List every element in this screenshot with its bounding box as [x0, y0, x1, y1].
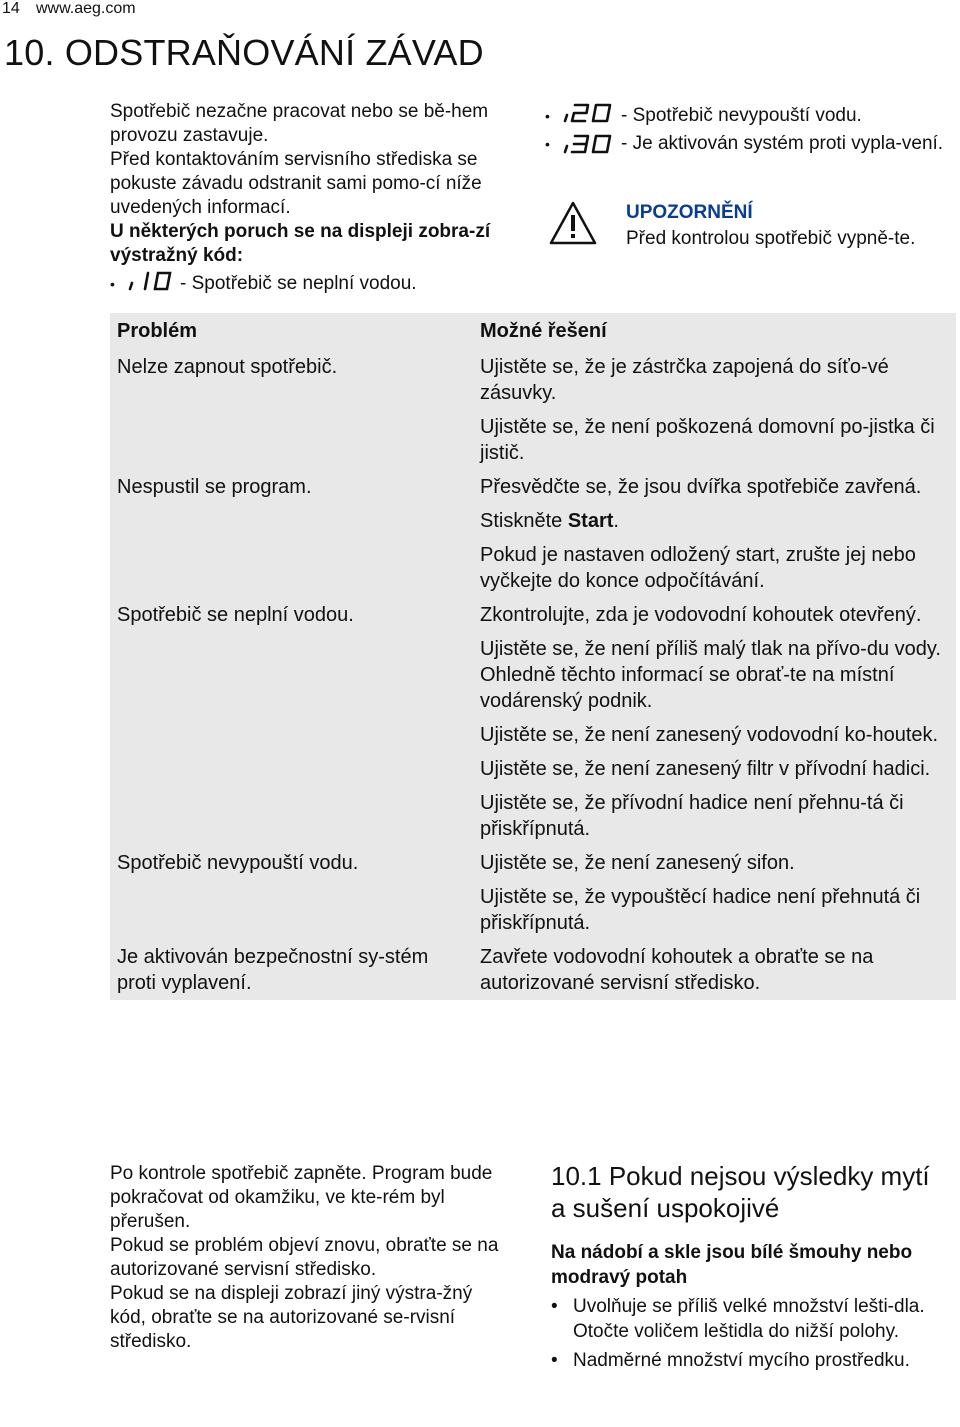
- remedy-list: [551, 1294, 956, 1377]
- warning-title: UPOZORNĚNÍ: [626, 202, 753, 223]
- bullet: •: [110, 276, 115, 292]
- solution-cell: Ujistěte se, že přívodní hadice není přehnu-tá či přiskřípnutá.: [480, 792, 904, 840]
- list-item-text: Nadměrné množství mycího prostředku.: [573, 1350, 910, 1371]
- solution-cell: Pokud je nastaven odložený start, zrušte jej nebo vyčkejte do konce odpočítávání.: [480, 544, 916, 592]
- warning-triangle-icon: [548, 200, 598, 251]
- problem-cell: [110, 786, 473, 846]
- table-row: [110, 632, 956, 718]
- solution-cell: Ujistěte se, že není zanesený filtr v přívodní hadici.: [480, 758, 931, 780]
- start-button-label: Start: [567, 510, 614, 532]
- after-paragraph: Po kontrole spotřebič zapněte. Program bude pokračovat od okamžiku, ve kte-rém byl přerušen.: [110, 1163, 493, 1232]
- problem-cell: [110, 538, 473, 598]
- solution-cell: Ujistěte se, že není zanesený sifon.: [480, 852, 795, 874]
- bullet: •: [551, 1296, 558, 1317]
- table-row: [110, 846, 956, 880]
- list-item-text: Uvolňuje se příliš velké množství lešti-dla. Otočte voličem leštidla do nižší polohy.: [573, 1296, 925, 1342]
- after-paragraph: Pokud se problém objeví znovu, obraťte se na autorizované servisní středisko.: [110, 1235, 499, 1280]
- table-row: [110, 350, 956, 410]
- code-text: - Je aktivován systém proti vypla-vení.: [621, 133, 944, 154]
- segment-code-i20-icon: [563, 101, 615, 132]
- intro-paragraph: Spotřebič nezačne pracovat nebo se bě-hem provozu zastavuje.: [110, 101, 489, 146]
- table-header-row: [110, 313, 956, 350]
- bullet: •: [545, 108, 550, 124]
- subsection-title-text: Pokud nejsou výsledky mytí a sušení uspokojivé: [551, 1161, 930, 1223]
- solution-cell: Zkontrolujte, zda je vodovodní kohoutek otevřený.: [480, 604, 922, 626]
- after-paragraph: Pokud se na displeji zobrazí jiný výstra-žný kód, obraťte se na autorizované se-rvisní středisko.: [110, 1283, 473, 1352]
- list-item: [551, 1348, 956, 1373]
- table-row: [110, 538, 956, 598]
- table-row: [110, 470, 956, 504]
- table-row: [110, 880, 956, 940]
- code-item: [545, 102, 955, 130]
- solution-suffix: .: [613, 510, 619, 532]
- problem-cell: Nespustil se program.: [117, 476, 312, 498]
- code-text: - Spotřebič se neplní vodou.: [180, 273, 417, 294]
- segment-code-i10-icon: [128, 269, 174, 300]
- code-list-right: [545, 100, 955, 163]
- problem-cell: Je aktivován bezpečnostní sy-stém proti vyplavení.: [117, 946, 429, 994]
- solution-cell: Ujistěte se, že není zanesený vodovodní ko-houtek.: [480, 724, 939, 746]
- problem-cell: Nelze zapnout spotřebič.: [117, 356, 338, 378]
- problem-cell: Spotřebič nevypouští vodu.: [117, 852, 359, 874]
- column-header-solution: Možné řešení: [480, 320, 607, 342]
- intro-block: [110, 100, 520, 298]
- problem-cell: [110, 752, 473, 786]
- subsection-title: [551, 1160, 951, 1224]
- problem-cell: [110, 718, 473, 752]
- problem-cell: [110, 632, 473, 718]
- problem-cell: [110, 880, 473, 940]
- troubleshooting-table: [110, 313, 956, 1000]
- problem-cell: [110, 410, 473, 470]
- page-number: 14: [2, 0, 20, 17]
- intro-paragraph-bold: U některých poruch se na displeji zobra-zí výstražný kód:: [110, 221, 491, 266]
- table-row: [110, 940, 956, 1000]
- subsection-number: 10.1: [551, 1161, 602, 1191]
- section-title: 10. ODSTRAŇOVÁNÍ ZÁVAD: [4, 32, 484, 73]
- solution-prefix: Stiskněte: [480, 510, 568, 532]
- bullet: •: [545, 136, 550, 152]
- problem-cell: [110, 504, 473, 538]
- code-text: - Spotřebič nevypouští vodu.: [621, 105, 862, 126]
- problem-cell: Spotřebič se neplní vodou.: [117, 604, 354, 626]
- table-row: [110, 410, 956, 470]
- table-row: [110, 504, 956, 538]
- solution-cell: Ujistěte se, že je zástrčka zapojená do síťo-vé zásuvky.: [480, 356, 889, 404]
- warning-box: [626, 200, 956, 252]
- code-item: [110, 270, 520, 298]
- bullet: •: [551, 1350, 558, 1371]
- table-row: [110, 752, 956, 786]
- solution-cell: Ujistěte se, že vypouštěcí hadice není přehnutá či přiskřípnutá.: [480, 886, 921, 934]
- table-row: [110, 786, 956, 846]
- subsection-subheading: Na nádobí a skle jsou bílé šmouhy nebo modravý potah: [551, 1242, 913, 1288]
- warning-text: Před kontrolou spotřebič vypně-te.: [626, 228, 916, 249]
- after-check-text: [110, 1162, 510, 1354]
- site-url[interactable]: www.aeg.com: [36, 0, 136, 17]
- table-row: [110, 598, 956, 632]
- solution-cell: Ujistěte se, že není příliš malý tlak na přívo-du vody. Ohledně těchto informací se obrať-te na místní vodárenský podnik.: [480, 638, 941, 712]
- segment-code-i30-icon: [563, 132, 615, 163]
- solution-cell: Ujistěte se, že není poškozená domovní po-jistka či jistič.: [480, 416, 935, 464]
- solution-cell: Zavřete vodovodní kohoutek a obraťte se na autorizované servisní středisko.: [480, 946, 874, 994]
- table-row: [110, 718, 956, 752]
- column-header-problem: Problém: [117, 320, 198, 342]
- intro-paragraph: Před kontaktováním servisního střediska se pokuste závadu odstranit sami pomo-cí níže uvedených informací.: [110, 149, 482, 218]
- solution-cell: [473, 504, 956, 538]
- code-item: [545, 132, 955, 163]
- solution-cell: Přesvědčte se, že jsou dvířka spotřebiče zavřená.: [480, 476, 922, 498]
- list-item: [551, 1294, 956, 1344]
